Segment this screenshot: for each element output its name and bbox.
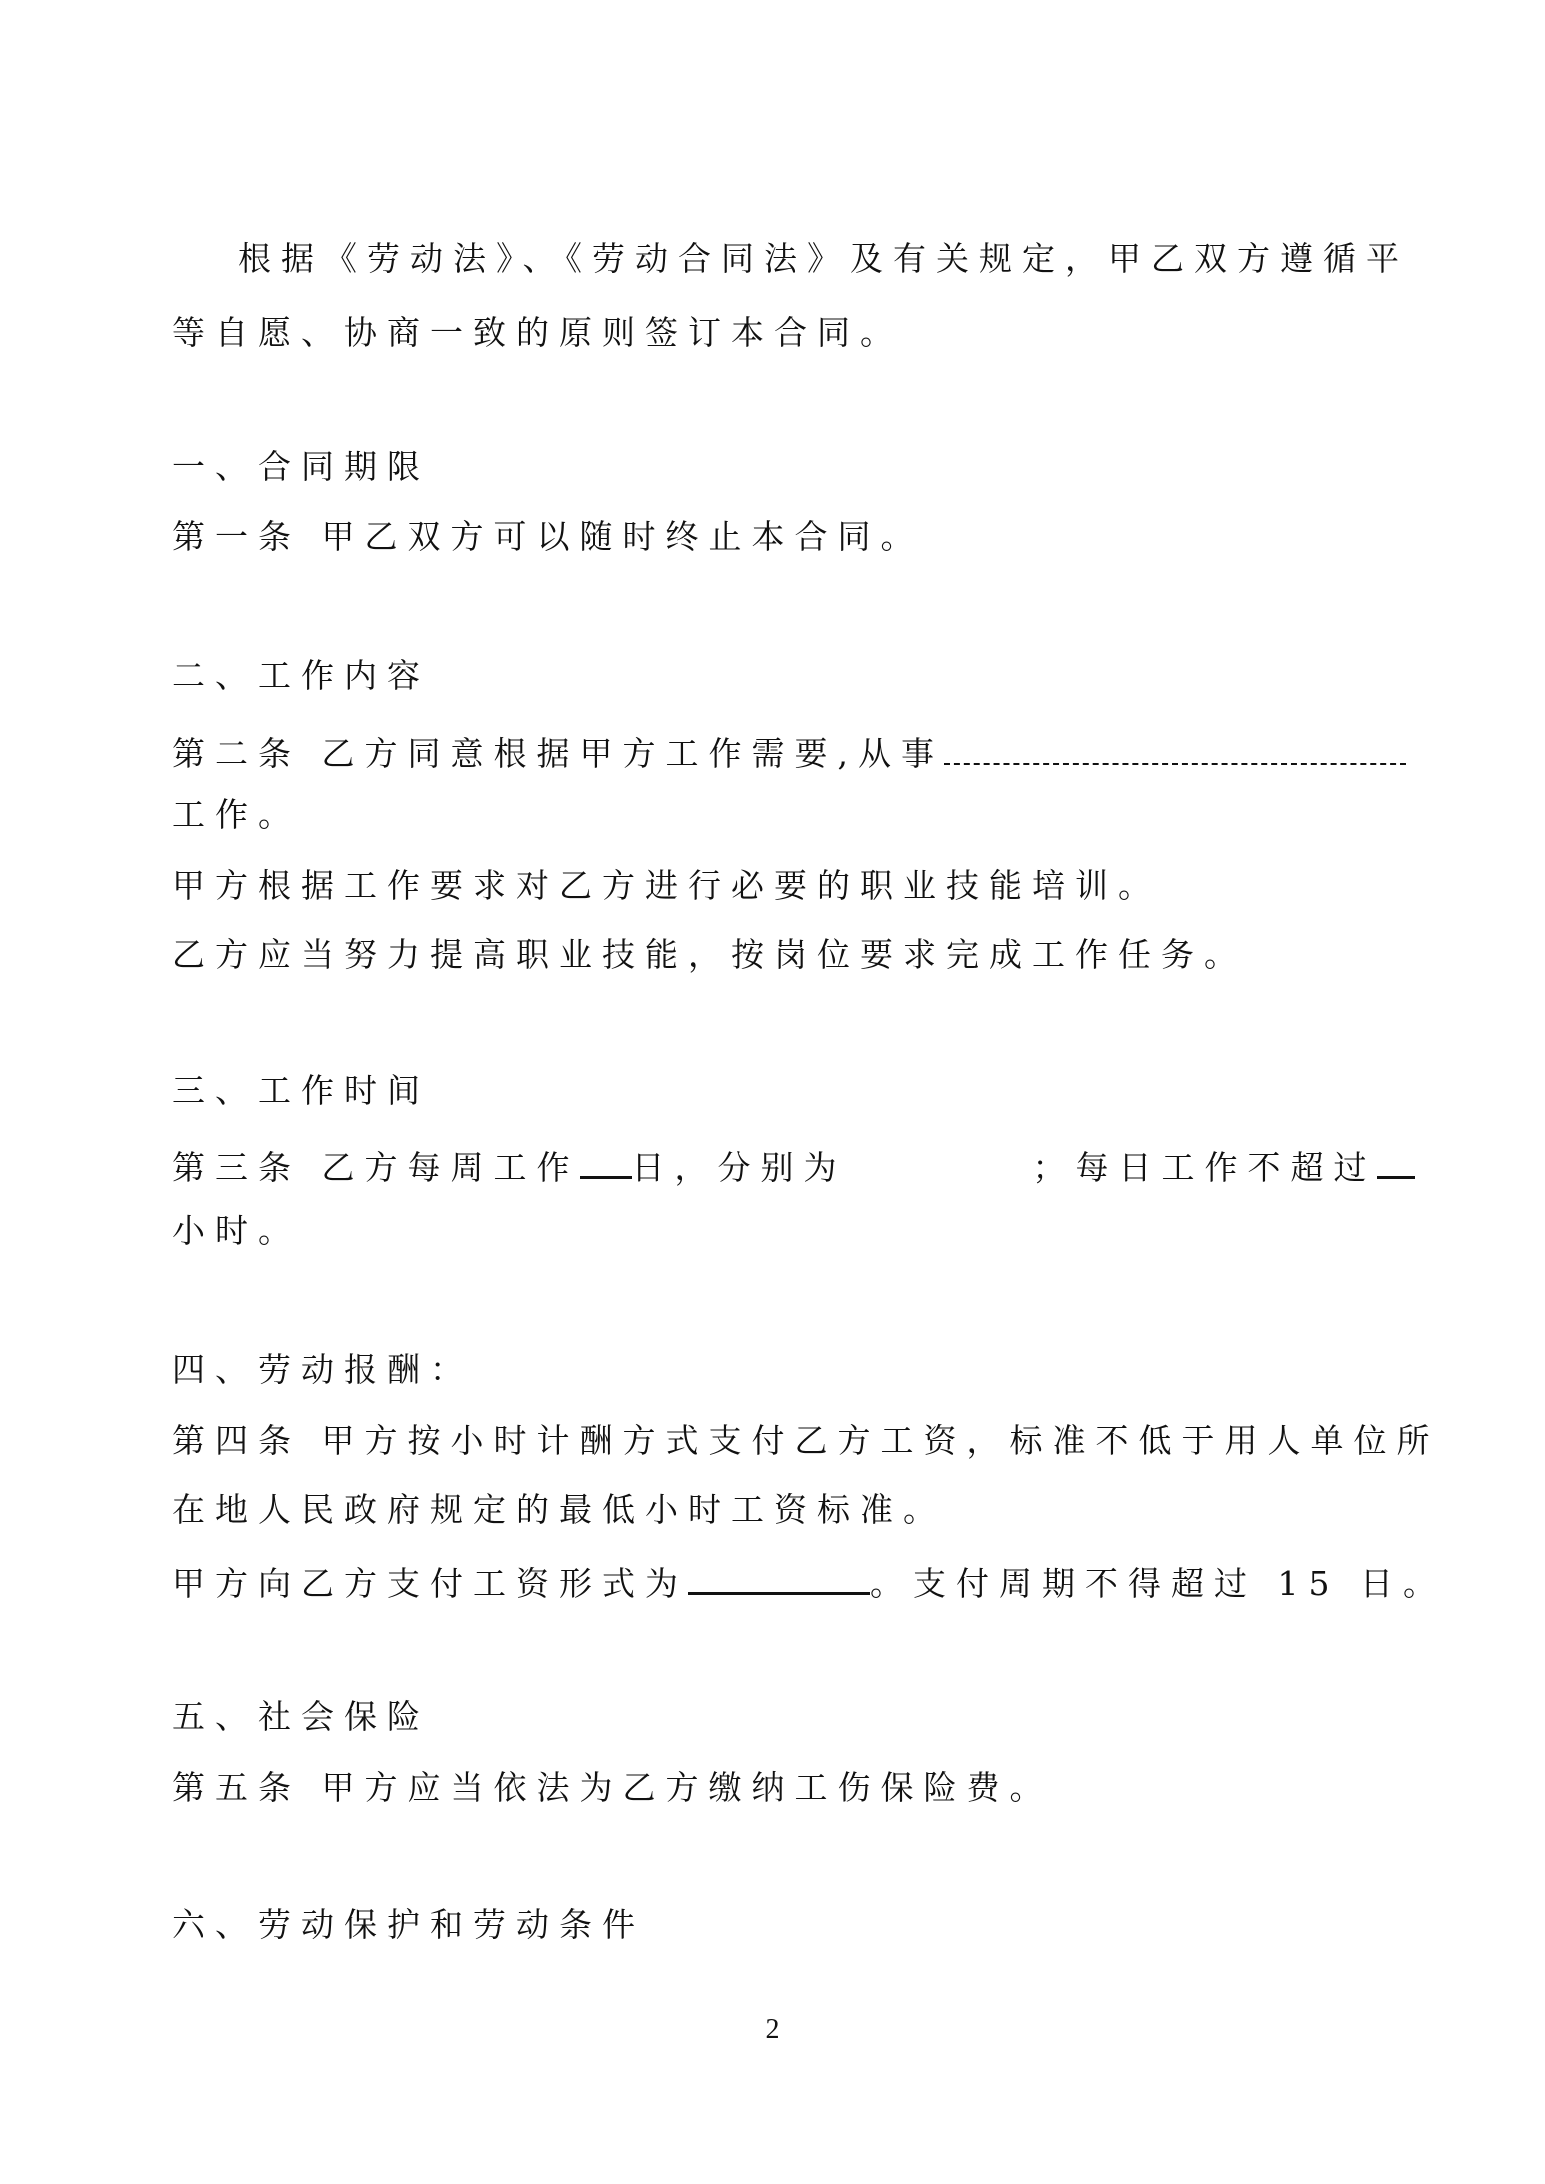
clause-1: 第一条 甲乙双方可以随时终止本合同。: [172, 517, 924, 556]
clause-3-text-b: 日，分别为: [631, 1148, 847, 1187]
clause-2-line-2: 工作。: [172, 795, 301, 834]
clause-2-text: 第二条 乙方同意根据甲方工作需要,从事: [172, 734, 944, 773]
section-6-heading: 六、劳动保护和劳动条件: [172, 1905, 645, 1944]
clause-4-line-2: 在地人民政府规定的最低小时工资标准。: [172, 1490, 946, 1529]
intro-line-1: 根据《劳动法》、《劳动合同法》及有关规定，甲乙双方遵循平: [238, 239, 1409, 278]
section-3-heading: 三、工作时间: [172, 1071, 430, 1110]
days-blank: [580, 1146, 632, 1179]
section-4-heading: 四、劳动报酬：: [172, 1350, 473, 1389]
clause-3-text-c: ；每日工作不超过: [1032, 1148, 1377, 1187]
wage-form-blank: [688, 1562, 870, 1595]
clause-3-line-1: [172, 1146, 1415, 1187]
training-paragraph: 甲方根据工作要求对乙方进行必要的职业技能培训。: [172, 866, 1161, 905]
wage-form-text-b: 。支付周期不得超过 15 日。: [870, 1564, 1446, 1603]
page-number: 2: [765, 2014, 780, 2045]
wage-form-paragraph: [172, 1562, 1446, 1603]
job-blank: [944, 733, 1406, 765]
clause-2-line-1: [172, 733, 1406, 773]
wage-form-text-a: 甲方向乙方支付工资形式为: [172, 1564, 688, 1603]
clause-3-line-2: 小时。: [172, 1211, 301, 1250]
intro-line-2: 等自愿、协商一致的原则签订本合同。: [172, 313, 903, 352]
clause-5: 第五条 甲方应当依法为乙方缴纳工伤保险费。: [172, 1768, 1053, 1807]
section-5-heading: 五、社会保险: [172, 1697, 430, 1736]
skills-paragraph: 乙方应当努力提高职业技能，按岗位要求完成工作任务。: [172, 935, 1247, 974]
section-2-heading: 二、工作内容: [172, 656, 430, 695]
hours-blank: [1377, 1146, 1415, 1179]
clause-3-text-a: 第三条 乙方每周工作: [172, 1148, 580, 1187]
section-1-heading: 一、合同期限: [172, 447, 430, 486]
clause-4-line-1: 第四条 甲方按小时计酬方式支付乙方工资，标准不低于用人单位所: [172, 1421, 1440, 1460]
